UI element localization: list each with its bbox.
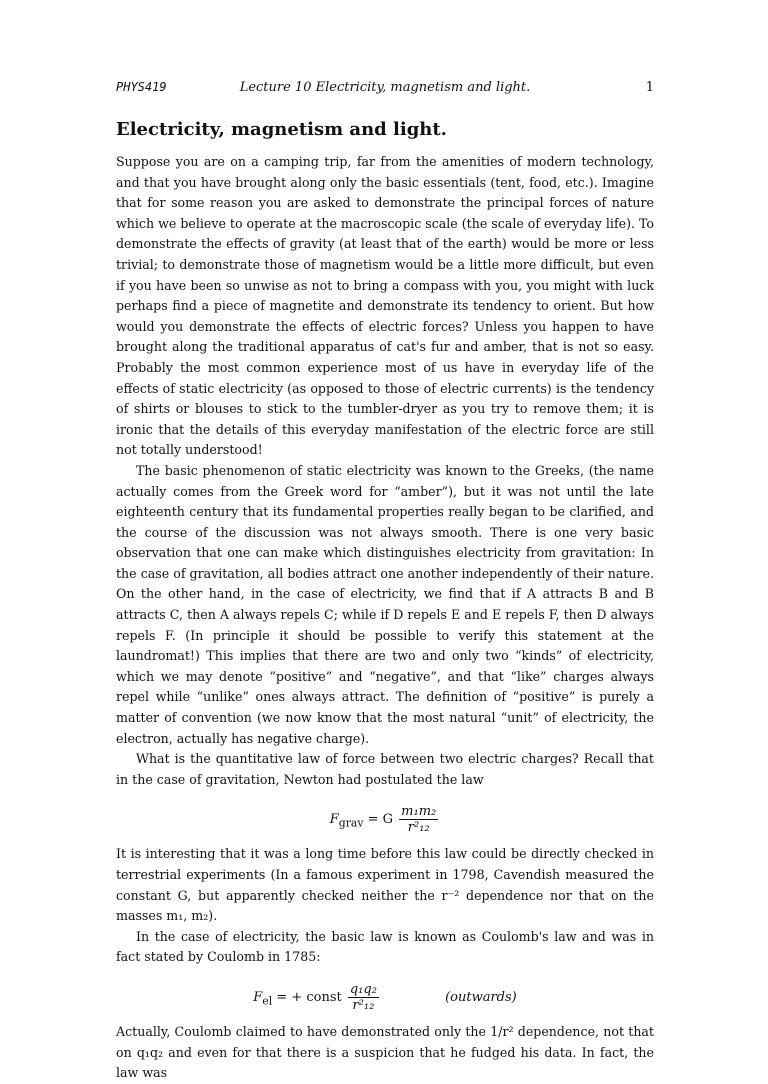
paragraph: It is interesting that it was a long time before this law could be directly checked in terrestrial experiments (In a famous experiment in 1798, Cavendish measured the constant G, but apparently checked neither the r⁻² dependence nor that on the masses m₁, m₂).	[116, 846, 654, 924]
eq-denominator: r²₁₂	[352, 997, 375, 1013]
equation-gravity	[116, 790, 654, 844]
course-code: PHYS419	[116, 80, 167, 94]
eq-tag: (outwards)	[445, 989, 517, 1005]
eq-lhs-sub: grav	[338, 817, 364, 830]
paragraph: Suppose you are on a camping trip, far from the amenities of modern technology, and that you have brought along only the basic essentials (tent, food, etc.). Imagine that for some reason you are asked to demonstrate the principal forces of nature which we believe to operate at the macroscopic scale (the scale of everyday life). To demonstrate the effects of gravity (at least that of the earth) would be more or less trivial; to demonstrate those of magnetism would be a little more difficult, but even if you have been so unwise as not to bring a compass with you, you might with luck perhaps find a piece of magnetite and demonstrate its tendency to orient. But how would you demonstrate the effects of electric forces? Unless you happen to have brought along the traditional apparatus of cat's fur and amber, that is not so easy. Probably the most common experience most of us have in everyday life of the effects of static electricity (as opposed to those of electric currents) is the tendency of shirts or blouses to stick to the tumbler-dryer as you try to remove them; it is ironic that the details of this everyday manifestation of the electric force are still not totally understood!	[116, 154, 654, 458]
eq-numerator: m₁m₂	[401, 804, 437, 820]
body-text	[116, 152, 654, 1084]
lecture-title: Lecture 10 Electricity, magnetism and light.	[239, 80, 531, 95]
eq-lhs-sub: el	[262, 994, 273, 1008]
section-title: Electricity, magnetism and light.	[116, 119, 447, 140]
page-number: 1	[645, 80, 654, 95]
eq-mid: = G	[363, 812, 398, 828]
equation-coulomb	[116, 968, 654, 1022]
eq-numerator: q₁q₂	[349, 981, 377, 997]
paragraph: Actually, Coulomb claimed to have demonstrated only the 1/r² dependence, not that on q₁q₂ and even for that there is a suspicion that he fudged his data. In fact, the law was	[116, 1023, 654, 1081]
eq-fraction	[348, 982, 379, 1013]
running-header	[116, 80, 654, 100]
paragraph: What is the quantitative law of force between two electric charges? Recall that in the case of gravitation, Newton had postulated the law	[116, 751, 654, 787]
paragraph: The basic phenomenon of static electricity was known to the Greeks, (the name actually comes from the Greek word for “amber”), but it was not until the late eighteenth century that its fundamental properties really began to be clarified, and the course of the discussion was not always smooth. There is one very basic observation that one can make which distinguishes electricity from gravitation: In the case of gravitation, all bodies attract one another independently of their nature. On the other hand, in the case of electricity, we find that if A attracts B and B attracts C, then A always repels C; while if D repels E and E repels F, then D always repels F. (In principle it should be possible to verify this statement at the laundromat!) This implies that there are two and only two “kinds” of electricity, which we may denote ”positive” and “negative”, and that “like” charges always repel while “unlike” ones always attract. The definition of “positive” is purely a matter of convention (we now know that the most natural “unit” of electricity, the electron, actually has negative charge).	[116, 462, 654, 746]
eq-lhs: F	[329, 812, 339, 828]
eq-mid: = + const	[272, 989, 346, 1005]
eq-lhs: F	[253, 989, 263, 1005]
paragraph: In the case of electricity, the basic law is known as Coulomb's law and was in fact stated by Coulomb in 1785:	[116, 928, 654, 965]
eq-fraction	[399, 804, 438, 835]
eq-denominator: r²₁₂	[407, 820, 430, 836]
